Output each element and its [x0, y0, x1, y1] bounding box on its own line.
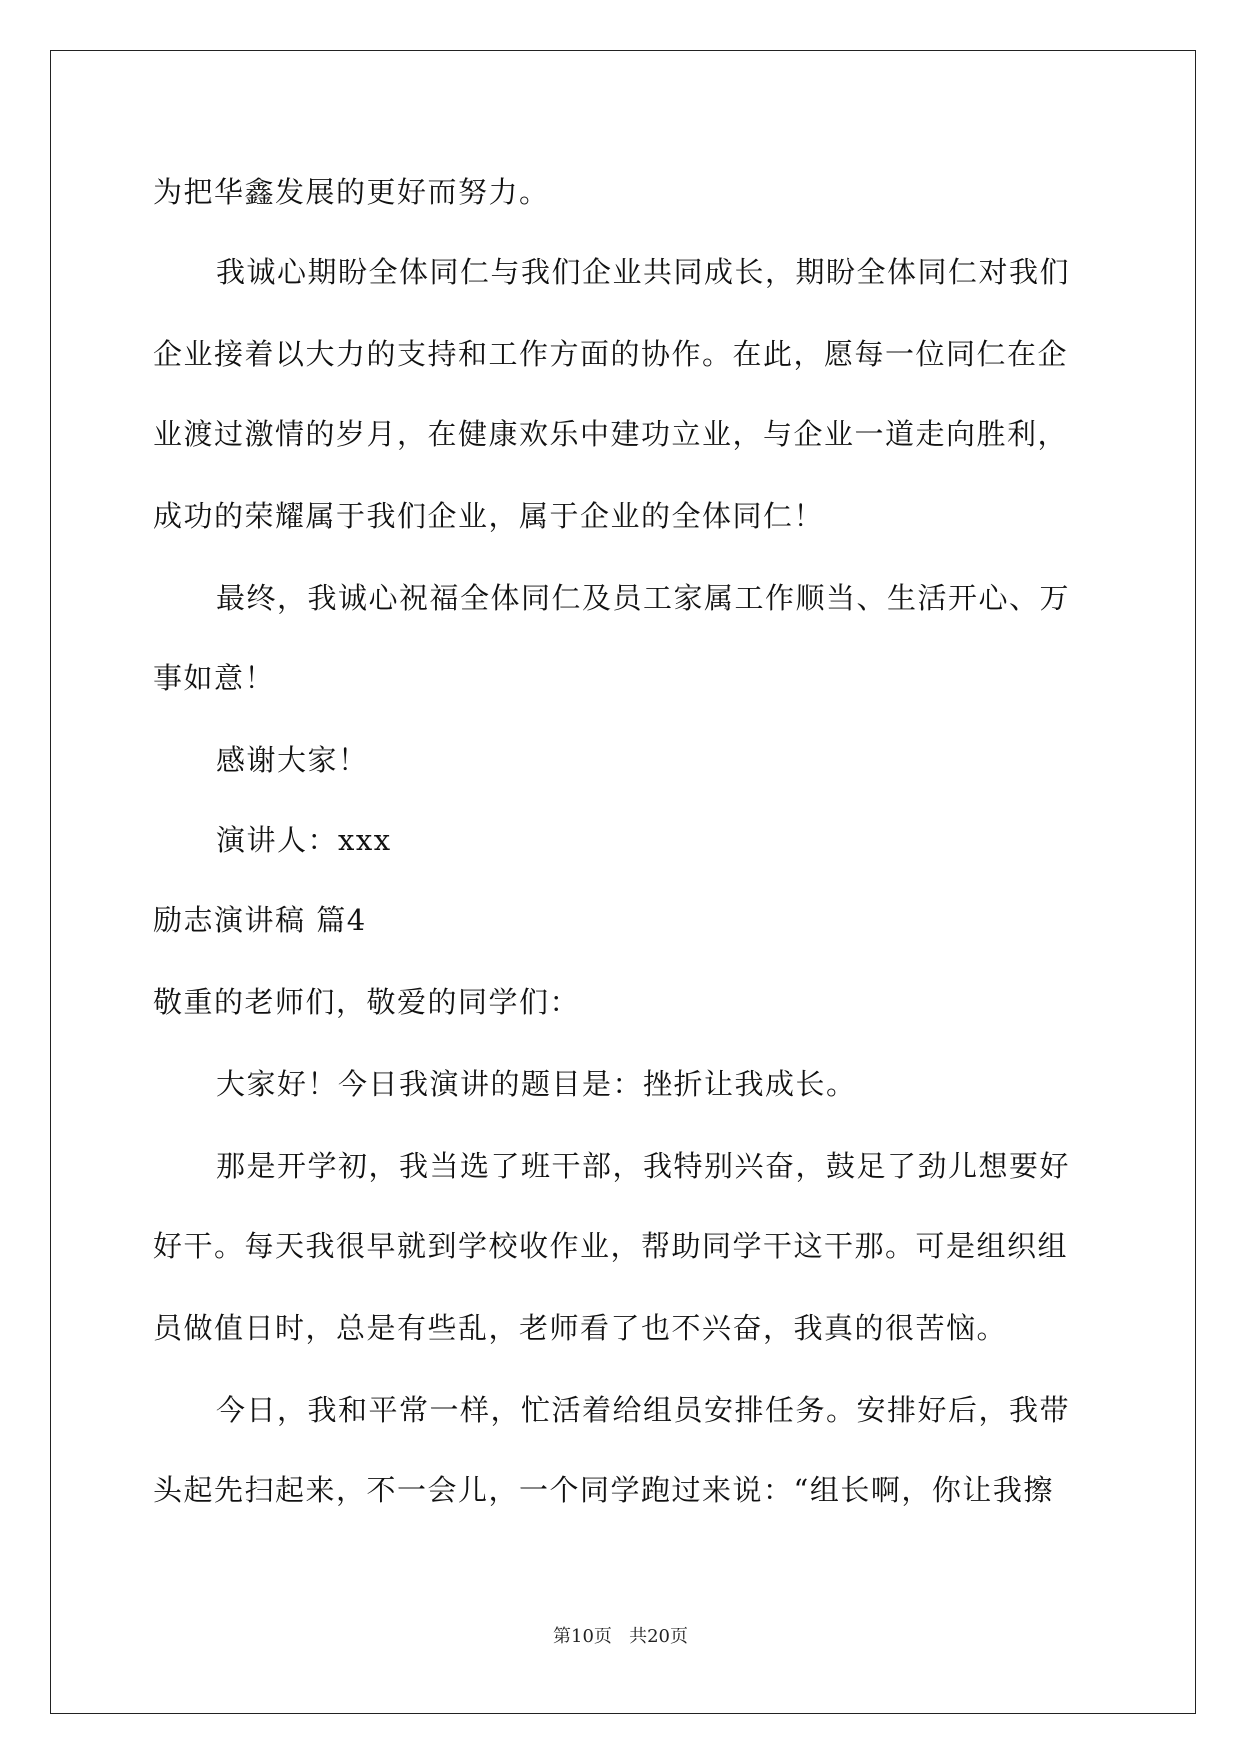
- text-line: 感谢大家！: [216, 743, 369, 777]
- text-line: 我诚心期盼全体同仁与我们企业共同成长，期盼全体同仁对我们: [216, 255, 1071, 289]
- text-line: 最终，我诚心祝福全体同仁及员工家属工作顺当、生活开心、万: [216, 581, 1071, 615]
- text-line: 今日，我和平常一样，忙活着给组员安排任务。安排好后，我带: [216, 1393, 1071, 1427]
- text-line: 为把华鑫发展的更好而努力。: [153, 175, 550, 209]
- text-line: 员做值日时，总是有些乱，老师看了也不兴奋，我真的很苦恼。: [153, 1311, 1008, 1345]
- text-line: 事如意！: [153, 661, 276, 695]
- section-heading: 励志演讲稿 篇4: [153, 903, 367, 937]
- page-border: [50, 50, 1196, 1714]
- text-line: 那是开学初，我当选了班干部，我特别兴奋，鼓足了劲儿想要好: [216, 1149, 1071, 1183]
- text-line: 演讲人：xxx: [216, 823, 392, 857]
- text-line: 大家好！今日我演讲的题目是：挫折让我成长。: [216, 1067, 857, 1101]
- text-line: 业渡过激情的岁月，在健康欢乐中建功立业，与企业一道走向胜利，: [153, 417, 1069, 451]
- page-number: 第10页 共20页: [553, 1626, 688, 1647]
- salutation: 敬重的老师们，敬爱的同学们：: [153, 985, 581, 1019]
- text-line: 头起先扫起来，不一会儿，一个同学跑过来说：“组长啊，你让我擦: [153, 1473, 1054, 1507]
- text-line: 企业接着以大力的支持和工作方面的协作。在此，愿每一位同仁在企: [153, 337, 1069, 371]
- text-line: 好干。每天我很早就到学校收作业，帮助同学干这干那。可是组织组: [153, 1229, 1069, 1263]
- text-line: 成功的荣耀属于我们企业，属于企业的全体同仁！: [153, 499, 825, 533]
